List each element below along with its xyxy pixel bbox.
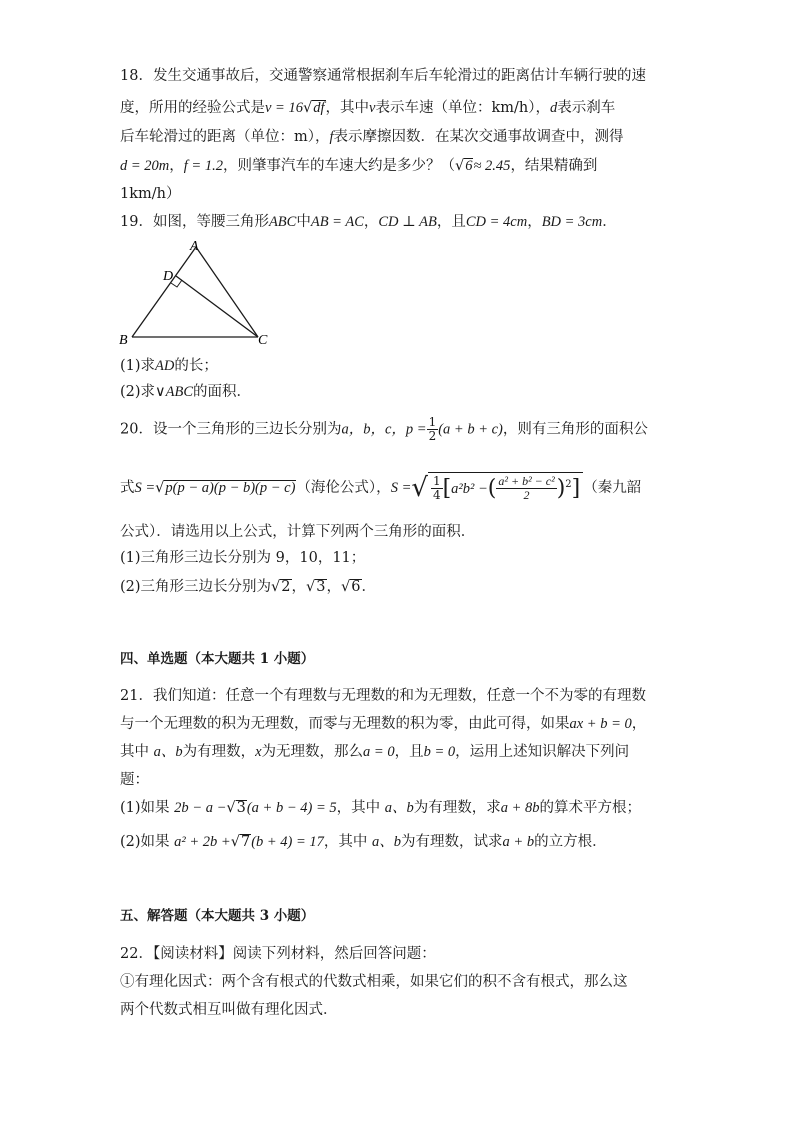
q19-line-1 [120,212,617,232]
q19-text: ． [602,214,617,230]
q22-line-1 [120,944,436,964]
q21-text: 与一个无理数的积为无理数，而零与无理数的积为零，由此可得，如果 [120,716,570,732]
q22-line-2 [120,972,628,992]
section-4-heading: 四、单选题（本大题共 1 小题） [120,651,315,667]
section-5-heading: 五、解答题（本大题共 3 小题） [120,908,315,924]
q20-sqrt6: 6 [351,579,361,595]
q19-triangle-name: ABC [268,214,297,230]
q21-equation: a² + 2b + [174,834,231,850]
fraction-numerator: 1 [432,474,441,489]
fraction-numerator: 1 [428,415,437,429]
q20-half-fraction [427,416,439,443]
q21-text: ，其中 [336,800,385,816]
q18-line-3 [120,127,624,147]
q18-var-v: v [369,100,376,116]
q21-expression: a + b [502,834,535,850]
q19-condition-bd: BD = 3cm [541,214,603,230]
q19-text: 19．如图，等腰三角形 [120,214,269,230]
q20-vars: a，b，c， [341,421,406,438]
side-ac [196,247,258,337]
q21-vars: a、b [384,800,414,816]
q21-a-zero: a = 0 [363,744,395,760]
q19-segment-ad: AD [155,358,175,374]
q21-var-x: x [255,744,262,760]
q20-text: ，则有三角形的面积公 [502,421,648,438]
q20-line-2: 式S =√p(p − a)(p − b)(p − c)（海伦公式），S =√ $\frac{1}{4}$ [a²b² −( $\frac{\text{a² + b² − c²}}{2}$ )$^2$] （秦九韶 [120,473,642,504]
q21-equation: (a + b − 4) = 5 [246,800,337,816]
q19-text: (1)求 [120,358,156,374]
q20-sqrt2: 2 [281,579,291,595]
q21-vars: a、b [372,834,402,850]
q18-approx: ≈ 2.45 [473,158,511,174]
q18-var-f: f [329,129,334,145]
q18-line-2: 度，所用的经验公式是v = 16√df，其中v表示车速（单位：km/h），d表示刹车 [120,100,616,116]
point-label-d: D [163,269,174,284]
q20-part-2: (2)三角形三边长分别为√2，√3，√6． [120,579,376,595]
vertex-label-c: C [258,333,268,348]
q20-heron-formula: p(p − a)(p − b)(p − c) [165,480,296,497]
q18-text: 表示车速（单位：km/h）， [375,100,550,116]
q21-line-1 [120,686,646,706]
q21-text: ，其中 [323,834,373,850]
q22-line-3 [120,1000,338,1020]
q19-text: ，且 [436,214,466,230]
q18-text: ，结果精确到 [510,158,598,174]
q21-text: 为有理数， [182,744,256,760]
q21-text: (1)如果 [120,800,175,816]
q20-text: （海伦公式）， [296,480,391,497]
q18-given-d: d = 20m [120,158,170,174]
q19-text: 中 [296,214,311,230]
q21-line-3 [120,742,629,762]
q18-text: ， [169,158,184,174]
q21-vars: a、b [153,744,183,760]
q20-line-3 [120,522,475,542]
q20-text: ． [361,579,376,595]
q18-line-1 [120,66,646,86]
q20-inner-term: a²b² − [451,480,488,497]
q18-text: 表示摩擦因数．在某次交通事故调查中，测得 [333,129,624,145]
q18-text: 度，所用的经验公式是 [120,100,265,116]
q18-text: 1km/h） [120,186,181,202]
q20-text: 20．设一个三角形的三边长分别为 [120,421,342,438]
q18-formula: v = 16 [265,100,303,116]
fraction-denominator: 2 [428,429,437,443]
q18-var-d: d [549,100,558,116]
q22-text: 两个代数式相互叫做有理化因式． [120,1002,338,1018]
q20-text: ， [326,579,342,595]
q18-formula-radicand: df [313,100,325,116]
q21-part-2: (2)如果 a² + 2b +√7(b + 4) = 17，其中 a、b为有理数，试求a + b的立方根． [120,834,607,850]
q20-text: (1)三角形三边长分别为 9，10，11； [120,550,366,566]
q18-text: 表示刹车 [557,100,616,116]
q19-text: (2)求 [120,384,156,400]
q19-text: 的面积． [193,384,252,400]
q19-condition-ab-ac: AB = AC [310,214,364,230]
q19-triangle-figure [110,236,280,352]
q21-part-1: (1)如果 2b − a −√3(a + b − 4) = 5，其中 a、b为有理数，求a + 8b的算术平方根； [120,800,642,816]
q19-condition-perp: CD ⊥ AB [378,214,437,230]
side-ab [132,247,196,337]
q21-b-zero: b = 0 [423,744,456,760]
q20-qin-formula: $\frac{1}{4}$ [a²b² −( $\frac{\text{a² + b² − c²}}{2}$ )$^2$] [428,472,583,504]
q20-text: 式 [120,480,135,497]
q18-sqrt6: 6 [465,158,473,174]
q21-text: ，运用上述知识解决下列问 [455,744,630,760]
q20-part-1 [120,548,365,568]
q18-text: ，其中 [325,100,370,116]
q21-equation: 2b − a − [174,800,227,816]
q20-line-1 [120,416,648,443]
q19-text: ， [363,214,379,230]
q19-part-1 [120,356,218,376]
q22-text: ①有理化因式：两个含有根式的代数式相乘，如果它们的积不含有根式，那么这 [120,974,628,990]
q21-sqrt7: 7 [240,834,251,850]
q18-line-5 [120,184,181,204]
q21-text: 为有理数，求 [413,800,501,816]
segment-cd [176,276,258,337]
q18-text: ，则肇事汽车的车速大约是多少？（ [222,158,455,174]
q20-sum: (a + b + c) [438,421,503,438]
fraction-denominator: 4 [432,488,441,503]
q21-sqrt3: 3 [236,800,246,816]
q21-text: (2)如果 [120,834,175,850]
q20-s: S = [390,480,412,497]
q20-p: p = [405,421,427,438]
q21-equation: (b + 4) = 17 [251,834,324,850]
q18-given-f: f = 1.2 [183,158,223,174]
q18-text: 后车轮滑过的距离（单位：m）， [120,129,330,145]
q21-text: 其中 [120,744,154,760]
q21-text: 的立方根． [534,834,607,850]
vertex-label-b: B [119,333,128,348]
q21-text: ， [631,716,647,732]
q20-text: ， [291,579,307,595]
q21-text: 21．我们知道：任意一个有理数与无理数的和为无理数，任意一个不为零的有理数 [120,688,646,704]
q21-text: 的算术平方根； [539,800,642,816]
q19-text: 的长； [174,358,218,374]
q20-text: 公式）．请选用以上公式，计算下列两个三角形的面积． [120,524,476,540]
q19-text: ， [527,214,542,230]
q19-condition-cd: CD = 4cm [465,214,528,230]
q21-line-4 [120,770,149,790]
q21-text: 为有理数，试求 [401,834,503,850]
q21-text: 题： [120,772,149,788]
vertex-label-a: A [190,239,199,254]
q21-equation: ax + b = 0 [569,716,632,732]
q20-text: （秦九韶 [583,480,642,497]
fraction-numerator: a² + b² − c² [498,474,555,489]
q20-text: (2)三角形三边长分别为 [120,579,272,595]
q19-part-2 [120,382,251,402]
q21-text: 为无理数，那么 [261,744,364,760]
fraction-denominator: 2 [523,488,530,503]
q18-line-4: d = 20m，f = 1.2，则肇事汽车的车速大约是多少？（√6≈ 2.45，结果精确到 [120,158,598,174]
q18-text: 18．发生交通事故后，交通警察通常根据刹车后车轮滑过的距离估计车辆行驶的速 [120,68,646,84]
q22-text: 22．【阅读材料】阅读下列材料，然后回答问题： [120,946,436,962]
q21-text: ，且 [394,744,424,760]
q21-expression: a + 8b [500,800,540,816]
q20-s: S = [134,480,156,497]
q20-sqrt3: 3 [316,579,326,595]
q19-triangle-symbol: ∨ABC [155,384,194,400]
q21-line-2 [120,714,646,734]
